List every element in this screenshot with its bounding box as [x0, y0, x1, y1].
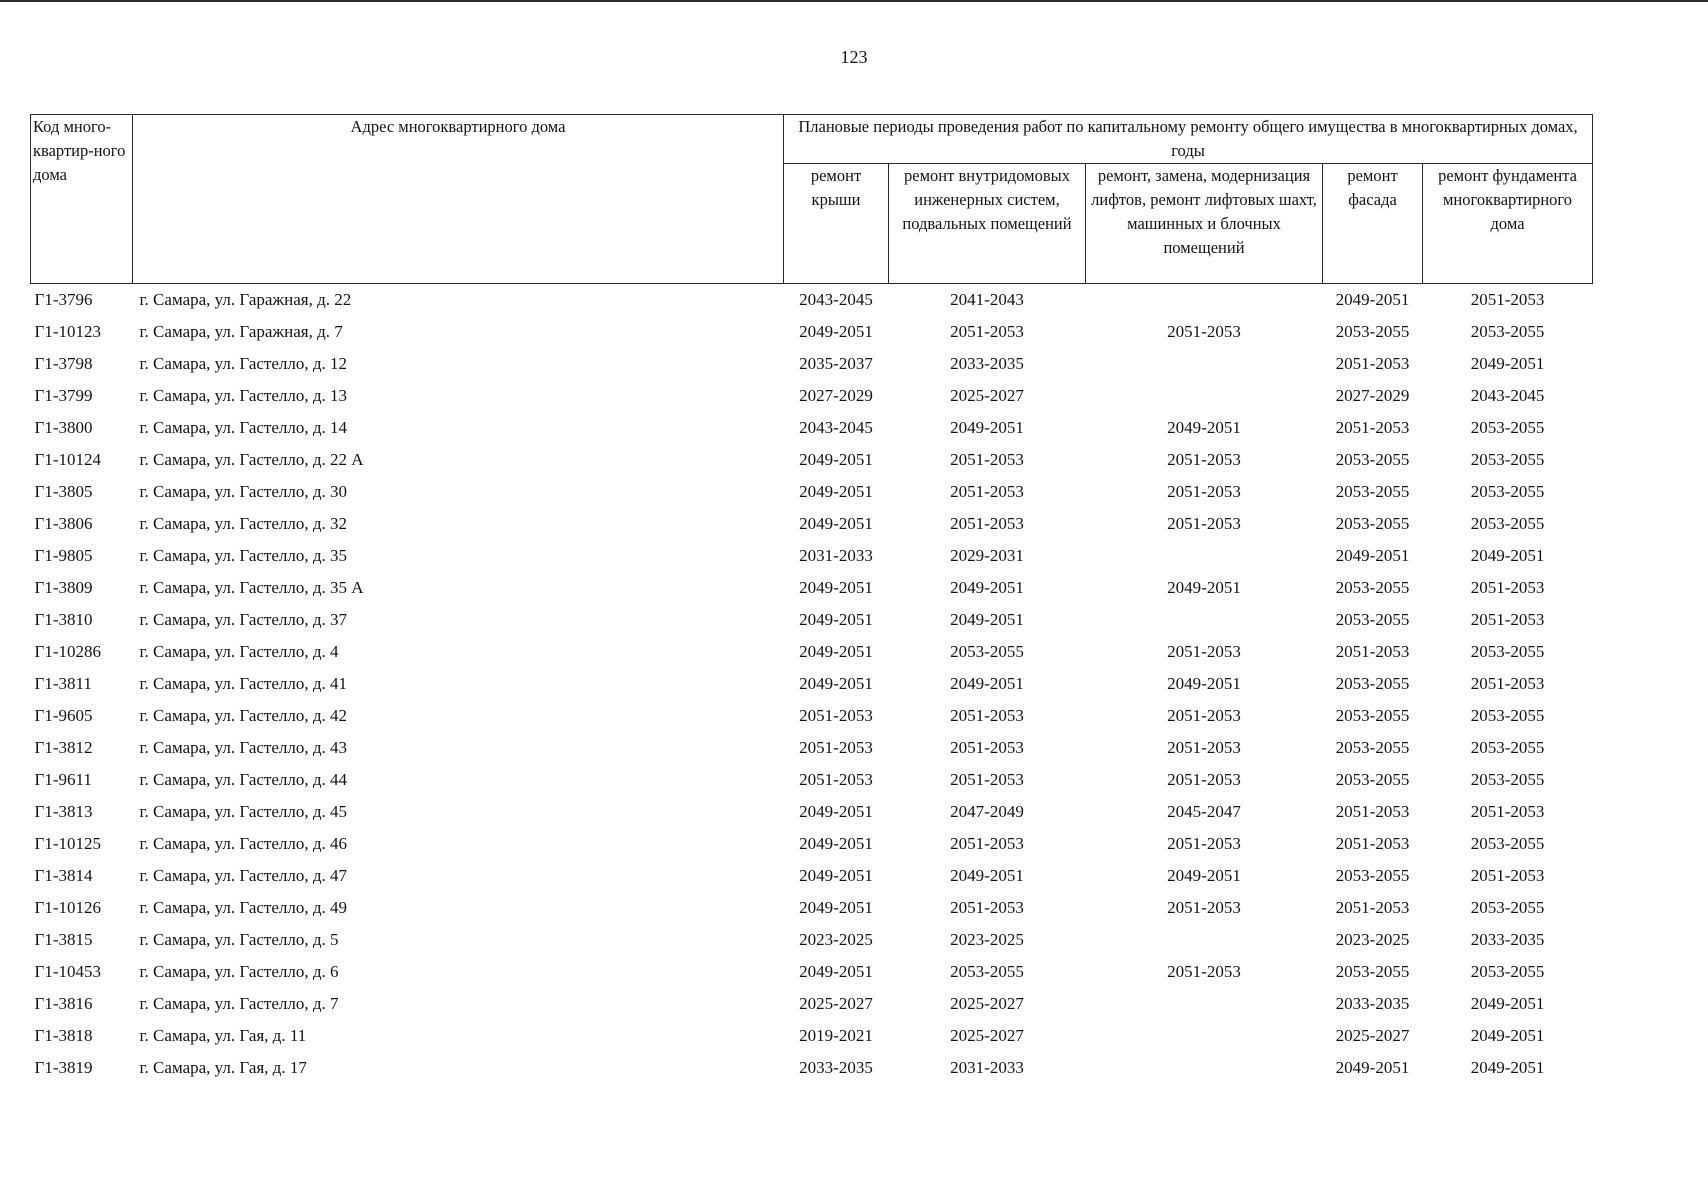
cell-address: г. Самара, ул. Гастелло, д. 22 А — [139, 450, 364, 469]
cell-address: г. Самара, ул. Гастелло, д. 37 — [139, 610, 347, 629]
table-row — [31, 636, 1593, 668]
cell-roof: 2051-2053 — [799, 770, 873, 789]
cell-foundation: 2051-2053 — [1470, 866, 1545, 885]
table-row — [31, 988, 1593, 1020]
cell-foundation: 2051-2053 — [1470, 802, 1545, 821]
cell-lifts — [1086, 1052, 1323, 1084]
table-row — [31, 700, 1593, 732]
cell-foundation: 2049-2051 — [1470, 1058, 1545, 1077]
header-periods-group: Плановые периоды проведения работ по капитальному ремонту общего имущества в многоквартирных домах, годы — [784, 115, 1593, 164]
cell-engineering: 2051-2053 — [950, 322, 1024, 341]
cell-foundation: 2053-2055 — [1470, 322, 1545, 341]
cell-facade: 2027-2029 — [1335, 386, 1410, 405]
table-row — [31, 508, 1593, 540]
header-foundation: ремонт фундамента многоквартирного дома — [1423, 164, 1593, 284]
cell-roof: 2049-2051 — [799, 514, 873, 533]
cell-lifts: 2051-2053 — [1167, 450, 1241, 469]
cell-code: Г1-3815 — [34, 930, 93, 949]
table-row — [31, 348, 1593, 380]
cell-roof: 2049-2051 — [799, 898, 873, 917]
table-row — [31, 956, 1593, 988]
cell-roof: 2023-2025 — [799, 930, 873, 949]
cell-engineering: 2023-2025 — [950, 930, 1024, 949]
cell-facade: 2051-2053 — [1335, 354, 1410, 373]
cell-roof: 2049-2051 — [799, 610, 873, 629]
cell-engineering: 2047-2049 — [950, 802, 1024, 821]
cell-lifts — [1086, 1020, 1323, 1052]
cell-address: г. Самара, ул. Гастелло, д. 6 — [139, 962, 339, 981]
cell-facade: 2049-2051 — [1335, 290, 1410, 309]
cell-facade: 2053-2055 — [1335, 450, 1410, 469]
table-row — [31, 316, 1593, 348]
cell-engineering: 2025-2027 — [950, 1026, 1024, 1045]
cell-facade: 2025-2027 — [1335, 1026, 1410, 1045]
cell-foundation: 2049-2051 — [1470, 1026, 1545, 1045]
cell-roof: 2049-2051 — [799, 450, 873, 469]
cell-code: Г1-3810 — [34, 610, 93, 629]
cell-foundation: 2053-2055 — [1470, 450, 1545, 469]
cell-roof: 2019-2021 — [799, 1026, 873, 1045]
cell-lifts — [1086, 540, 1323, 572]
table-row — [31, 1052, 1593, 1084]
cell-foundation: 2053-2055 — [1470, 738, 1545, 757]
table-row — [31, 412, 1593, 444]
cell-foundation: 2053-2055 — [1470, 962, 1545, 981]
cell-roof: 2051-2053 — [799, 738, 873, 757]
cell-address: г. Самара, ул. Гастелло, д. 35 — [139, 546, 347, 565]
cell-engineering: 2049-2051 — [950, 674, 1024, 693]
table-row — [31, 380, 1593, 412]
cell-code: Г1-3819 — [34, 1058, 93, 1077]
header-engineering: ремонт внутридомовых инженерных систем, подвальных помещений — [889, 164, 1086, 284]
cell-lifts: 2051-2053 — [1167, 770, 1241, 789]
cell-roof: 2049-2051 — [799, 642, 873, 661]
cell-engineering: 2051-2053 — [950, 514, 1024, 533]
cell-lifts — [1086, 284, 1323, 317]
cell-address: г. Самара, ул. Гастелло, д. 46 — [139, 834, 347, 853]
cell-lifts: 2045-2047 — [1167, 802, 1241, 821]
cell-address: г. Самара, ул. Гастелло, д. 42 — [139, 706, 347, 725]
cell-facade: 2053-2055 — [1335, 866, 1410, 885]
cell-code: Г1-10124 — [34, 450, 101, 469]
cell-foundation: 2049-2051 — [1470, 994, 1545, 1013]
cell-address: г. Самара, ул. Гастелло, д. 47 — [139, 866, 347, 885]
header-code: Код много-квартир-ного дома — [31, 115, 133, 284]
cell-foundation: 2051-2053 — [1470, 610, 1545, 629]
cell-foundation: 2053-2055 — [1470, 482, 1545, 501]
cell-code: Г1-10453 — [34, 962, 101, 981]
cell-address: г. Самара, ул. Гая, д. 17 — [139, 1058, 307, 1077]
cell-engineering: 2053-2055 — [950, 962, 1024, 981]
cell-facade: 2033-2035 — [1335, 994, 1410, 1013]
cell-code: Г1-10126 — [34, 898, 101, 917]
cell-address: г. Самара, ул. Гастелло, д. 49 — [139, 898, 347, 917]
cell-facade: 2053-2055 — [1335, 770, 1410, 789]
cell-foundation: 2051-2053 — [1470, 578, 1545, 597]
cell-engineering: 2049-2051 — [950, 578, 1024, 597]
cell-code: Г1-3811 — [34, 674, 92, 693]
cell-facade: 2053-2055 — [1335, 738, 1410, 757]
cell-code: Г1-3818 — [34, 1026, 93, 1045]
cell-address: г. Самара, ул. Гастелло, д. 43 — [139, 738, 347, 757]
cell-facade: 2053-2055 — [1335, 962, 1410, 981]
table-row — [31, 924, 1593, 956]
cell-foundation: 2053-2055 — [1470, 706, 1545, 725]
table-row — [31, 604, 1593, 636]
table-row — [31, 860, 1593, 892]
cell-roof: 2033-2035 — [799, 1058, 873, 1077]
cell-lifts: 2049-2051 — [1167, 578, 1241, 597]
cell-code: Г1-3813 — [34, 802, 93, 821]
cell-lifts: 2051-2053 — [1167, 962, 1241, 981]
table-body — [31, 284, 1593, 1085]
cell-foundation: 2049-2051 — [1470, 546, 1545, 565]
cell-address: г. Самара, ул. Гаражная, д. 7 — [139, 322, 343, 341]
cell-roof: 2049-2051 — [799, 834, 873, 853]
cell-address: г. Самара, ул. Гая, д. 11 — [139, 1026, 307, 1045]
cell-code: Г1-3805 — [34, 482, 93, 501]
cell-facade: 2049-2051 — [1335, 1058, 1410, 1077]
table-row — [31, 1020, 1593, 1052]
cell-engineering: 2051-2053 — [950, 738, 1024, 757]
cell-address: г. Самара, ул. Гастелло, д. 44 — [139, 770, 347, 789]
cell-engineering: 2051-2053 — [950, 706, 1024, 725]
table-row — [31, 476, 1593, 508]
cell-lifts: 2051-2053 — [1167, 834, 1241, 853]
cell-lifts: 2049-2051 — [1167, 418, 1241, 437]
cell-lifts: 2051-2053 — [1167, 322, 1241, 341]
cell-foundation: 2053-2055 — [1470, 834, 1545, 853]
cell-facade: 2051-2053 — [1335, 418, 1410, 437]
cell-lifts: 2051-2053 — [1167, 738, 1241, 757]
cell-address: г. Самара, ул. Гастелло, д. 12 — [139, 354, 347, 373]
cell-code: Г1-3796 — [34, 290, 93, 309]
cell-roof: 2035-2037 — [799, 354, 873, 373]
cell-facade: 2053-2055 — [1335, 674, 1410, 693]
table-row — [31, 572, 1593, 604]
cell-address: г. Самара, ул. Гастелло, д. 41 — [139, 674, 347, 693]
cell-foundation: 2051-2053 — [1470, 290, 1545, 309]
cell-facade: 2053-2055 — [1335, 578, 1410, 597]
cell-address: г. Самара, ул. Гастелло, д. 45 — [139, 802, 347, 821]
cell-code: Г1-9805 — [34, 546, 93, 565]
cell-engineering: 2051-2053 — [950, 482, 1024, 501]
cell-facade: 2053-2055 — [1335, 482, 1410, 501]
cell-address: г. Самара, ул. Гаражная, д. 22 — [139, 290, 352, 309]
cell-lifts: 2049-2051 — [1167, 674, 1241, 693]
cell-lifts — [1086, 380, 1323, 412]
cell-code: Г1-3798 — [34, 354, 93, 373]
cell-code: Г1-3812 — [34, 738, 93, 757]
cell-code: Г1-9611 — [34, 770, 92, 789]
cell-facade: 2051-2053 — [1335, 834, 1410, 853]
cell-engineering: 2033-2035 — [950, 354, 1024, 373]
cell-foundation: 2053-2055 — [1470, 770, 1545, 789]
table-row — [31, 540, 1593, 572]
cell-engineering: 2025-2027 — [950, 386, 1024, 405]
header-facade: ремонт фасада — [1323, 164, 1423, 284]
cell-lifts: 2051-2053 — [1167, 706, 1241, 725]
header-address: Адрес многоквартирного дома — [133, 115, 784, 284]
cell-code: Г1-3799 — [34, 386, 93, 405]
cell-roof: 2049-2051 — [799, 866, 873, 885]
cell-facade: 2053-2055 — [1335, 514, 1410, 533]
cell-engineering: 2049-2051 — [950, 610, 1024, 629]
cell-lifts: 2049-2051 — [1167, 866, 1241, 885]
table-row — [31, 668, 1593, 700]
cell-engineering: 2031-2033 — [950, 1058, 1024, 1077]
cell-roof: 2049-2051 — [799, 674, 873, 693]
cell-address: г. Самара, ул. Гастелло, д. 13 — [139, 386, 347, 405]
cell-roof: 2051-2053 — [799, 706, 873, 725]
cell-roof: 2049-2051 — [799, 482, 873, 501]
cell-address: г. Самара, ул. Гастелло, д. 7 — [139, 994, 339, 1013]
table-row — [31, 444, 1593, 476]
table-row — [31, 892, 1593, 924]
table-row — [31, 732, 1593, 764]
cell-foundation: 2033-2035 — [1470, 930, 1545, 949]
cell-lifts: 2051-2053 — [1167, 642, 1241, 661]
cell-lifts — [1086, 604, 1323, 636]
cell-roof: 2025-2027 — [799, 994, 873, 1013]
cell-roof: 2049-2051 — [799, 802, 873, 821]
capital-repair-schedule-table — [30, 114, 1593, 1084]
cell-code: Г1-10125 — [34, 834, 101, 853]
cell-engineering: 2051-2053 — [950, 898, 1024, 917]
cell-address: г. Самара, ул. Гастелло, д. 30 — [139, 482, 347, 501]
cell-foundation: 2053-2055 — [1470, 898, 1545, 917]
cell-facade: 2023-2025 — [1335, 930, 1410, 949]
table-row — [31, 796, 1593, 828]
cell-engineering: 2049-2051 — [950, 866, 1024, 885]
cell-address: г. Самара, ул. Гастелло, д. 35 А — [139, 578, 364, 597]
cell-address: г. Самара, ул. Гастелло, д. 4 — [139, 642, 339, 661]
cell-lifts: 2051-2053 — [1167, 898, 1241, 917]
cell-engineering: 2053-2055 — [950, 642, 1024, 661]
cell-lifts — [1086, 988, 1323, 1020]
cell-facade: 2051-2053 — [1335, 802, 1410, 821]
cell-facade: 2053-2055 — [1335, 706, 1410, 725]
cell-code: Г1-3814 — [34, 866, 93, 885]
cell-roof: 2043-2045 — [799, 290, 873, 309]
cell-engineering: 2051-2053 — [950, 834, 1024, 853]
cell-facade: 2053-2055 — [1335, 610, 1410, 629]
cell-engineering: 2029-2031 — [950, 546, 1024, 565]
cell-roof: 2049-2051 — [799, 322, 873, 341]
cell-address: г. Самара, ул. Гастелло, д. 14 — [139, 418, 347, 437]
cell-facade: 2053-2055 — [1335, 322, 1410, 341]
top-border-line — [0, 0, 1708, 2]
cell-facade: 2051-2053 — [1335, 898, 1410, 917]
cell-foundation: 2049-2051 — [1470, 354, 1545, 373]
cell-foundation: 2043-2045 — [1470, 386, 1545, 405]
table-row — [31, 284, 1593, 317]
cell-roof: 2027-2029 — [799, 386, 873, 405]
cell-foundation: 2053-2055 — [1470, 642, 1545, 661]
cell-roof: 2043-2045 — [799, 418, 873, 437]
cell-engineering: 2051-2053 — [950, 770, 1024, 789]
cell-code: Г1-10286 — [34, 642, 101, 661]
cell-foundation: 2053-2055 — [1470, 418, 1545, 437]
cell-engineering: 2041-2043 — [950, 290, 1024, 309]
cell-roof: 2049-2051 — [799, 578, 873, 597]
cell-facade: 2051-2053 — [1335, 642, 1410, 661]
cell-address: г. Самара, ул. Гастелло, д. 32 — [139, 514, 347, 533]
cell-foundation: 2053-2055 — [1470, 514, 1545, 533]
table-row — [31, 764, 1593, 796]
cell-code: Г1-3806 — [34, 514, 93, 533]
header-lifts: ремонт, замена, модернизация лифтов, ремонт лифтовых шахт, машинных и блочных помещений — [1086, 164, 1323, 284]
header-roof: ремонт крыши — [784, 164, 889, 284]
cell-lifts: 2051-2053 — [1167, 514, 1241, 533]
cell-lifts — [1086, 348, 1323, 380]
cell-code: Г1-10123 — [34, 322, 101, 341]
page-number: 123 — [840, 47, 868, 67]
cell-roof: 2031-2033 — [799, 546, 873, 565]
cell-lifts — [1086, 924, 1323, 956]
cell-foundation: 2051-2053 — [1470, 674, 1545, 693]
table-row — [31, 828, 1593, 860]
table-header — [31, 115, 1593, 284]
cell-facade: 2049-2051 — [1335, 546, 1410, 565]
cell-address: г. Самара, ул. Гастелло, д. 5 — [139, 930, 339, 949]
cell-code: Г1-3816 — [34, 994, 93, 1013]
cell-code: Г1-3809 — [34, 578, 93, 597]
cell-engineering: 2049-2051 — [950, 418, 1024, 437]
cell-engineering: 2051-2053 — [950, 450, 1024, 469]
cell-code: Г1-9605 — [34, 706, 93, 725]
cell-lifts: 2051-2053 — [1167, 482, 1241, 501]
cell-engineering: 2025-2027 — [950, 994, 1024, 1013]
header-row-top — [31, 115, 1593, 164]
cell-code: Г1-3800 — [34, 418, 93, 437]
cell-roof: 2049-2051 — [799, 962, 873, 981]
